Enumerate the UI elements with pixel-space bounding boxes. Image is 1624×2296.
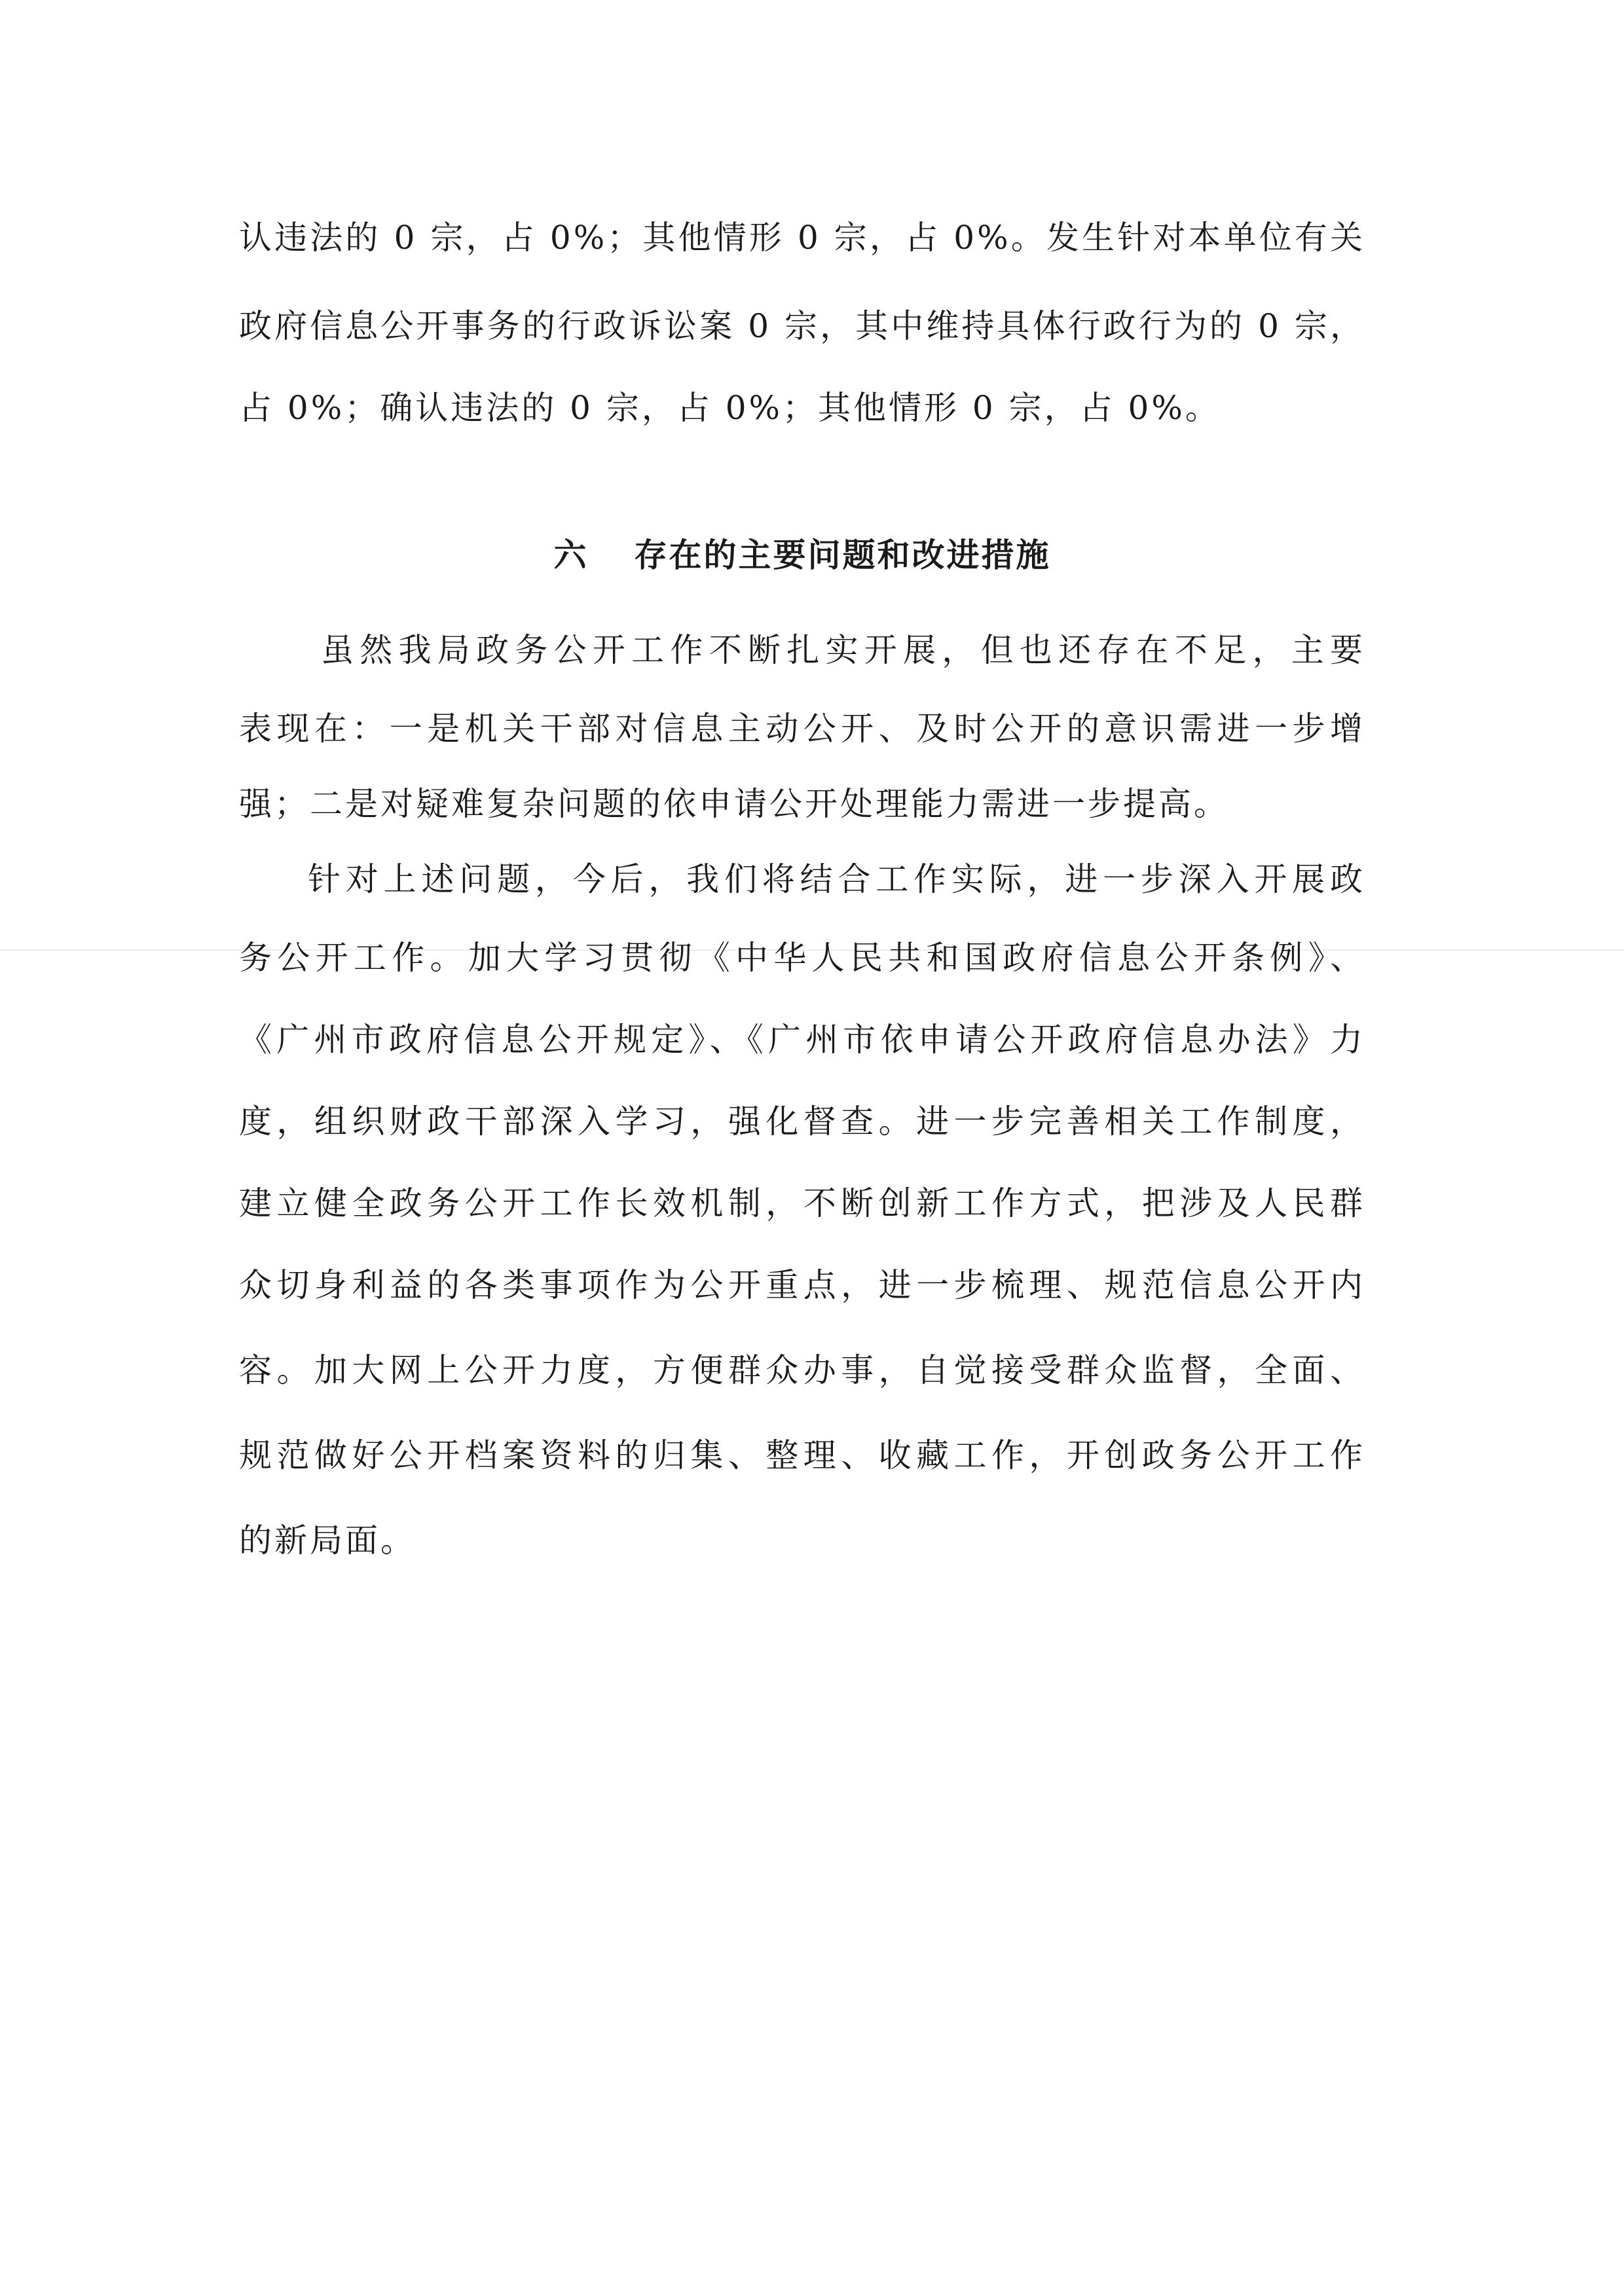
paragraph-line: 的新局面。 xyxy=(239,1522,416,1559)
paragraph-line: 《广州市政府信息公开规定》、《广州市依申请公开政府信息办法》力 xyxy=(239,1021,1365,1059)
paragraph-line: 强；二是对疑难复杂问题的依申请公开处理能力需进一步提高。 xyxy=(239,785,1229,823)
paragraph-line: 表现在：一是机关干部对信息主动公开、及时公开的意识需进一步增 xyxy=(239,710,1365,748)
paragraph-line: 针对上述问题，今后，我们将结合工作实际，进一步深入开展政 xyxy=(308,860,1365,898)
paragraph-line: 容。加大网上公开力度，方便群众办事，自觉接受群众监督，全面、 xyxy=(239,1351,1365,1389)
section-number: 六 xyxy=(553,536,589,574)
paragraph-line: 务公开工作。加大学习贯彻《中华人民共和国政府信息公开条例》、 xyxy=(239,939,1365,977)
paragraph-line: 认违法的 0 宗，占 0%；其他情形 0 宗，占 0%。发生针对本单位有关 xyxy=(239,219,1365,257)
section-title: 存在的主要问题和改进措施 xyxy=(634,536,1051,574)
paragraph-line: 占 0%；确认违法的 0 宗，占 0%；其他情形 0 宗，占 0%。 xyxy=(239,389,1221,427)
paragraph-line: 规范做好公开档案资料的归集、整理、收藏工作，开创政务公开工作 xyxy=(239,1436,1365,1474)
paragraph-line: 建立健全政务公开工作长效机制，不断创新工作方式，把涉及人民群 xyxy=(239,1184,1365,1222)
paragraph-line: 众切身利益的各类事项作为公开重点，进一步梳理、规范信息公开内 xyxy=(239,1266,1365,1304)
paragraph-line: 虽然我局政务公开工作不断扎实开展，但也还存在不足，主要 xyxy=(321,631,1365,669)
paragraph-line: 度，组织财政干部深入学习，强化督查。进一步完善相关工作制度， xyxy=(239,1102,1365,1140)
paragraph-line: 政府信息公开事务的行政诉讼案 0 宗，其中维持具体行政行为的 0 宗， xyxy=(239,307,1365,345)
section-heading xyxy=(239,534,1365,577)
